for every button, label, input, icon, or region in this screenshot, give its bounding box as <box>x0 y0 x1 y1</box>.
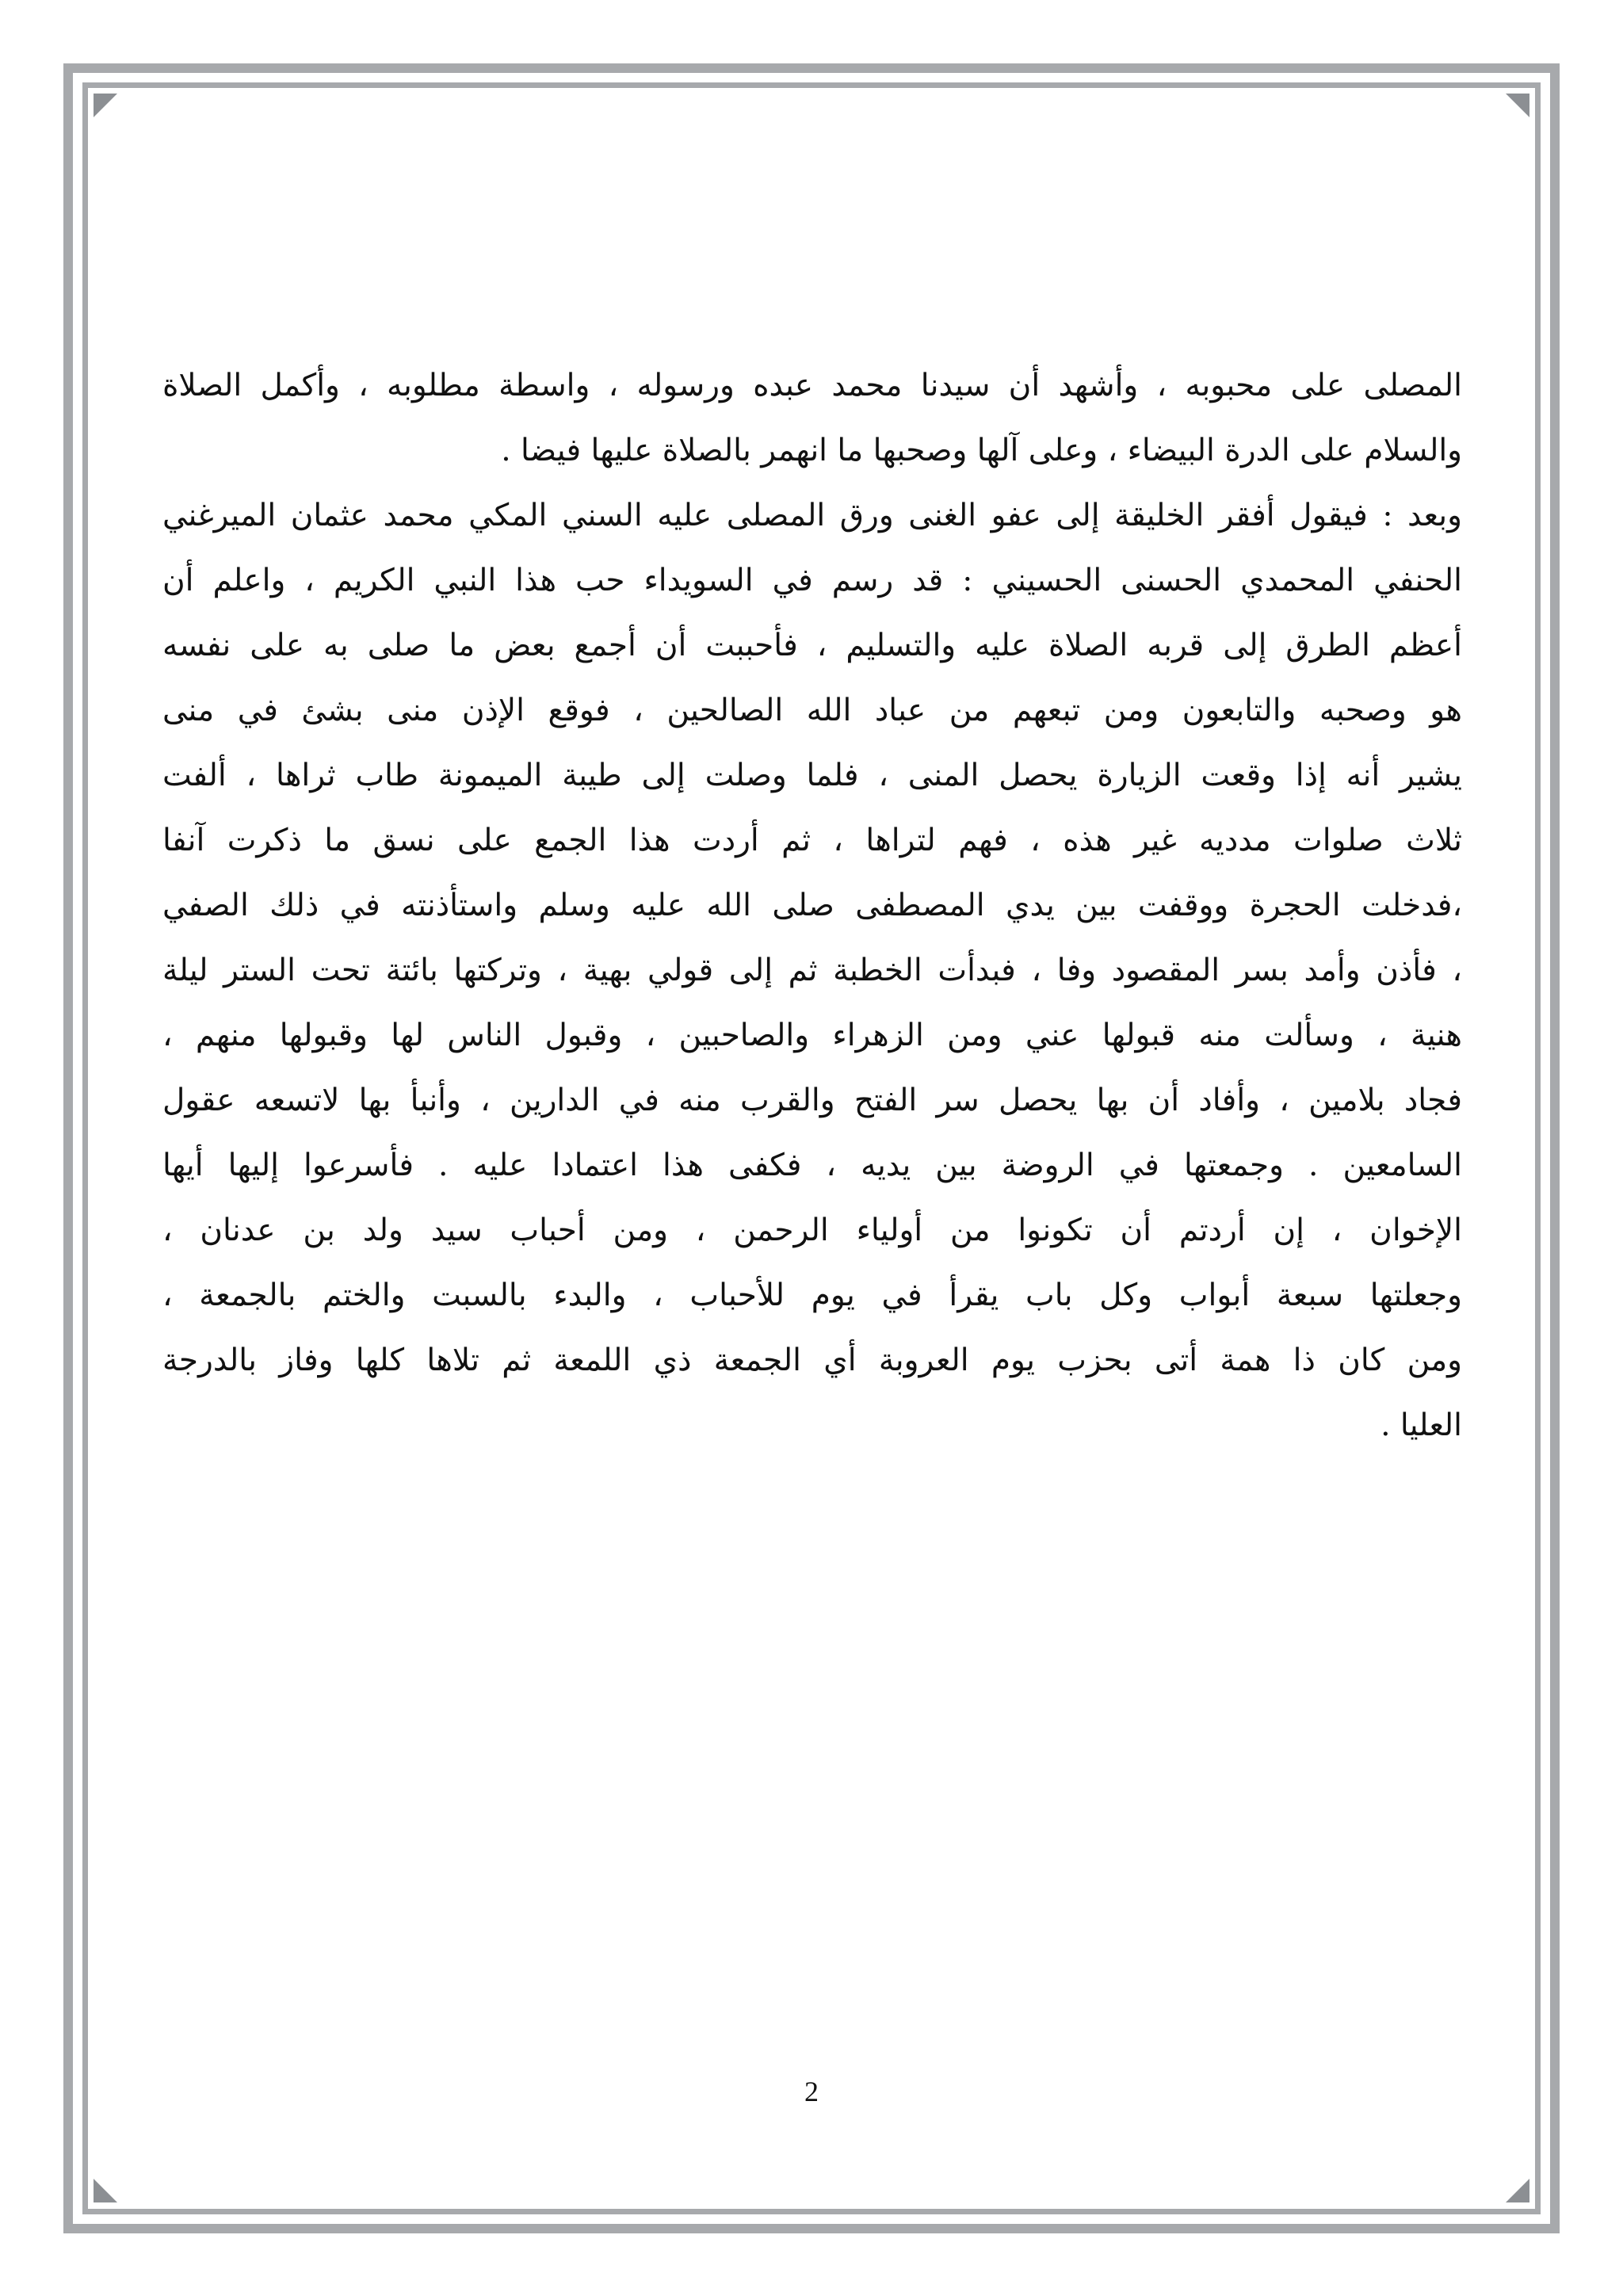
text-line-9: ،فدخلت الحجرة ووقفت بين يدي المصطفى صلى الله عليه وسلم واستأذنته في ذلك الصفي <box>162 888 1462 923</box>
text-line-15: وجعلتها سبعة أبواب وكل باب يقرأ في يوم للأحباب ، والبدء بالسبت والختم بالجمعة ، <box>162 1278 1462 1313</box>
corner-ornament-bottom-left <box>94 2179 117 2202</box>
text-line-3: وبعد : فيقول أفقر الخليقة إلى عفو الغنى ورق المصلى عليه السني المكي محمد عثمان الميرغني <box>162 498 1462 533</box>
text-line-12: فجاد بلامين ، وأفاد أن بها يحصل سر الفتح والقرب منه في الدارين ، وأنبأ بها لاتسعه عقول <box>162 1083 1462 1118</box>
text-line-2: والسلام على الدرة البيضاء ، وعلى آلها وصحبها ما انهمر بالصلاة عليها فيضا . <box>501 433 1462 468</box>
text-line-13: السامعين . وجمعتها في الروضة بين يديه ، فكفى هذا اعتمادا عليه . فأسرعوا إليها أيها <box>162 1148 1462 1183</box>
text-line-7: يشير أنه إذا وقعت الزيارة يحصل المنى ، فلما وصلت إلى طيبة الميمونة طاب ثراها ، ألفت <box>162 758 1462 793</box>
text-line-8: ثلاث صلوات مدديه غير هذه ، فهم لتراها ، ثم أردت هذا الجمع على نسق ما ذكرت آنفا <box>162 823 1462 858</box>
body-text <box>162 353 1462 1458</box>
corner-ornament-top-right <box>1506 94 1529 117</box>
text-line-14: الإخوان ، إن أردتم أن تكونوا من أولياء الرحمن ، ومن أحباب سيد ولد بن عدنان ، <box>162 1213 1462 1248</box>
text-line-6: هو وصحبه والتابعون ومن تبعهم من عباد الله الصالحين ، فوقع الإذن منى بشئ في منى <box>162 693 1462 728</box>
text-line-16: ومن كان ذا همة أتى بحزب يوم العروبة أي الجمعة ذي اللمعة ثم تلاها كلها وفاز بالدرجة <box>162 1343 1462 1378</box>
corner-ornament-bottom-right <box>1506 2179 1529 2202</box>
corner-ornament-top-left <box>94 94 117 117</box>
text-line-4: الحنفي المحمدي الحسنى الحسيني : قد رسم في السويداء حب هذا النبي الكريم ، واعلم أن <box>162 563 1462 598</box>
text-line-10: ، فأذن وأمد بسر المقصود وفا ، فبدأت الخطبة ثم إلى قولي بهية ، وتركتها بائتة تحت الستر ليلة <box>162 953 1462 988</box>
text-line-1: المصلى على محبوبه ، وأشهد أن سيدنا محمد عبده ورسوله ، واسطة مطلوبه ، وأكمل الصلاة <box>162 368 1462 403</box>
page-number: 2 <box>804 2076 819 2107</box>
text-line-5: أعظم الطرق إلى قربه الصلاة عليه والتسليم ، فأحببت أن أجمع بعض ما صلى به على نفسه <box>162 628 1462 663</box>
text-line-17: العليا . <box>1381 1408 1462 1443</box>
text-line-11: هنية ، وسألت منه قبولها عني ومن الزهراء والصاحبين ، وقبول الناس لها وقبولها منهم ، <box>162 1018 1462 1053</box>
